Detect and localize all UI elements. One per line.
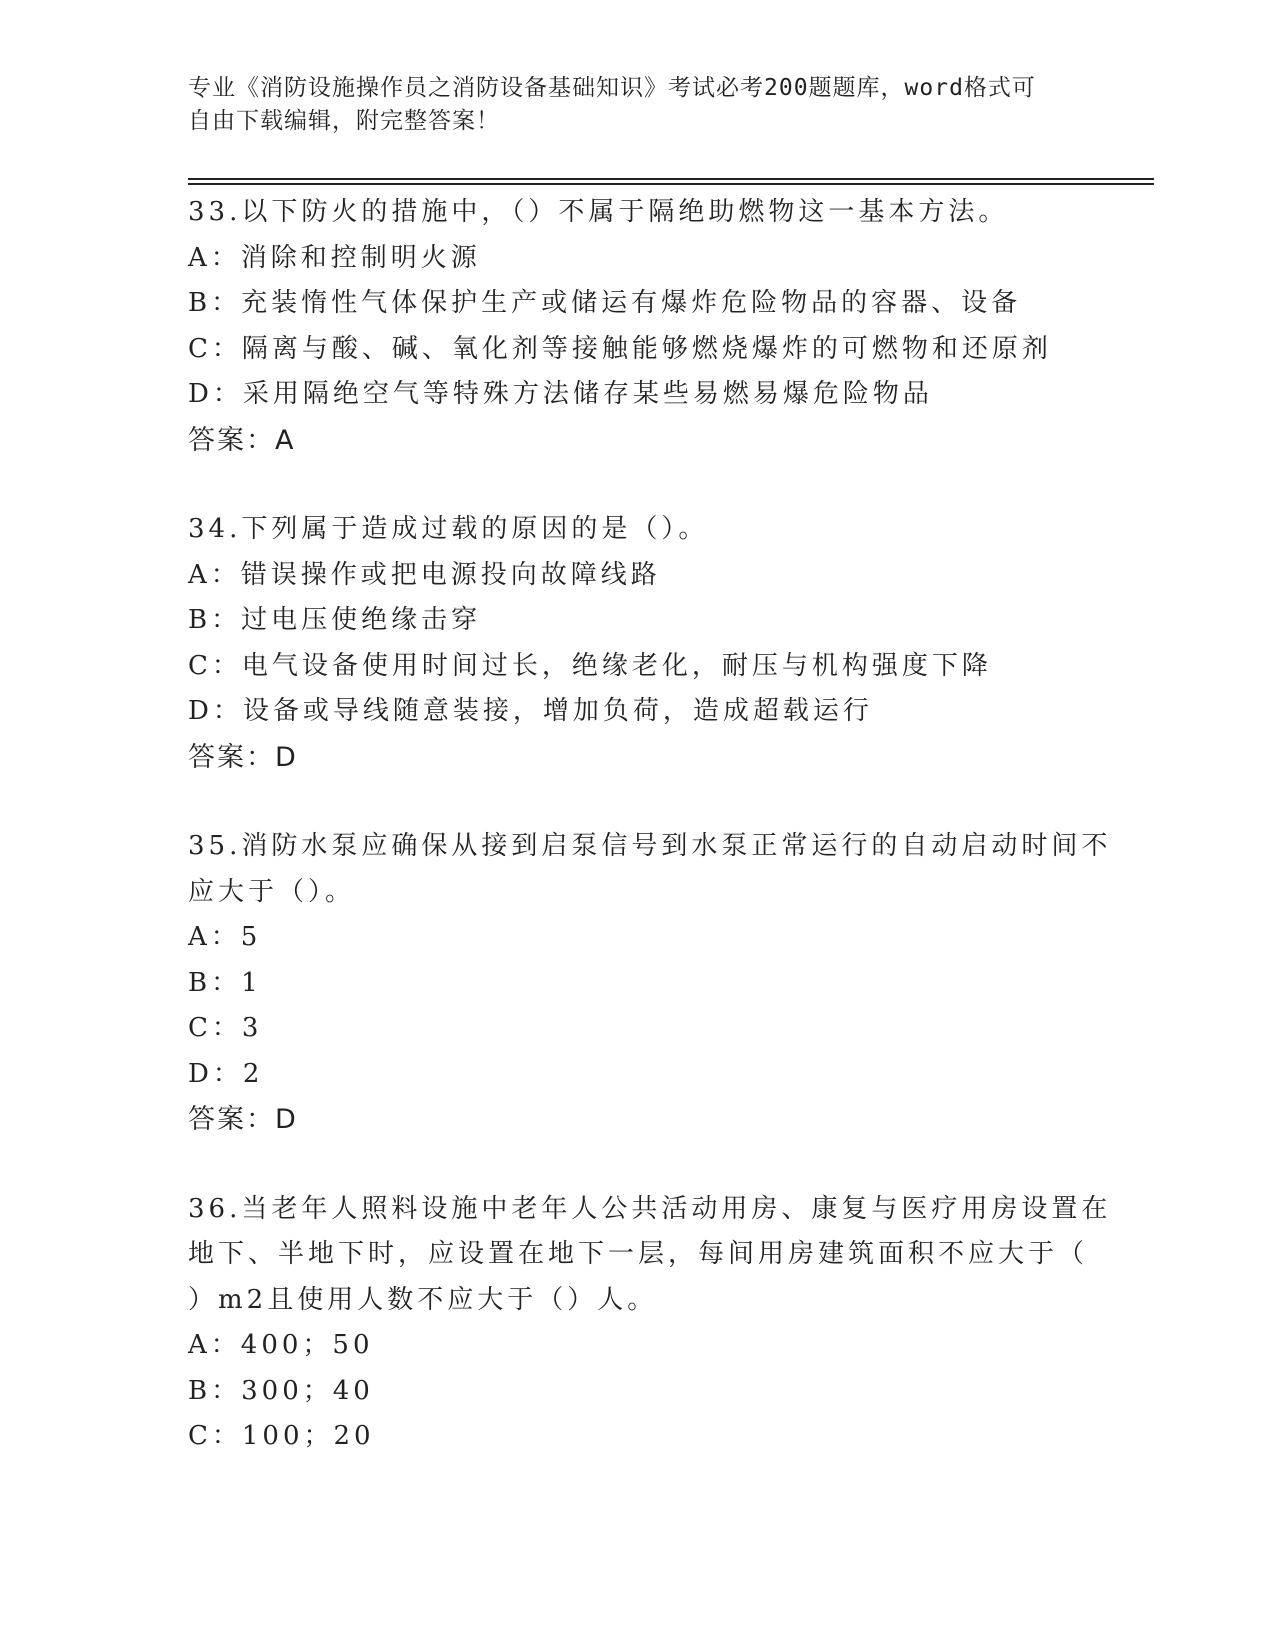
option-c: C：3 [188,1013,263,1043]
question-36 [188,1187,1112,1460]
option-b: B：过电压使绝缘击穿 [188,605,482,635]
question-stem-continued: ）m2且使用人数不应大于（）人。 [188,1284,658,1315]
question-stem: 36.当老年人照料设施中老年人公共活动用房、康复与医疗用房设置在 [188,1193,1112,1224]
question-33 [188,190,1088,463]
question-34 [188,507,1088,780]
document-header [188,72,1088,138]
header-divider-bottom [188,183,1154,185]
question-stem: 34.下列属于造成过载的原因的是（）。 [188,514,709,544]
question-stem-continued: 地下、半地下时，应设置在地下一层，每间用房建筑面积不应大于（ [188,1239,1089,1269]
option-d: D：采用隔绝空气等特殊方法储存某些易燃易爆危险物品 [188,379,933,409]
option-a: A：5 [188,922,262,952]
question-list [188,190,1112,1460]
option-c: C：电气设备使用时间过长，绝缘老化，耐压与机构强度下降 [188,650,992,681]
option-d: D：2 [188,1058,264,1089]
answer-line: 答案：D [188,741,298,773]
option-d: D：设备或导线随意装接，增加负荷，造成超载运行 [188,696,873,726]
option-c: C：100；20 [188,1421,375,1451]
option-b: B：1 [188,967,262,998]
answer-line: 答案：A [188,424,296,456]
option-c: C：隔离与酸、碱、氧化剂等接触能够燃烧爆炸的可燃物和还原剂 [188,333,1052,364]
option-a: A：400；50 [188,1330,374,1360]
header-line-2: 自由下载编辑，附完整答案！ [188,108,500,134]
question-stem: 35.消防水泵应确保从接到启泵信号到水泵正常运行的自动启动时间不 [188,831,1112,861]
option-a: A：错误操作或把电源投向故障线路 [188,559,661,590]
answer-line: 答案：D [188,1104,298,1135]
header-divider-top [188,178,1154,180]
question-35 [188,824,1112,1143]
question-stem-continued: 应大于（）。 [188,876,356,907]
header-line-1: 专业《消防设施操作员之消防设备基础知识》考试必考200题题库，word格式可 [188,75,1036,101]
question-stem: 33.以下防火的措施中，（）不属于隔绝助燃物这一基本方法。 [188,197,1009,227]
option-a: A：消除和控制明火源 [188,242,481,273]
option-b: B：充装惰性气体保护生产或储运有爆炸危险物品的容器、设备 [188,288,1022,318]
option-b: B：300；40 [188,1375,374,1406]
